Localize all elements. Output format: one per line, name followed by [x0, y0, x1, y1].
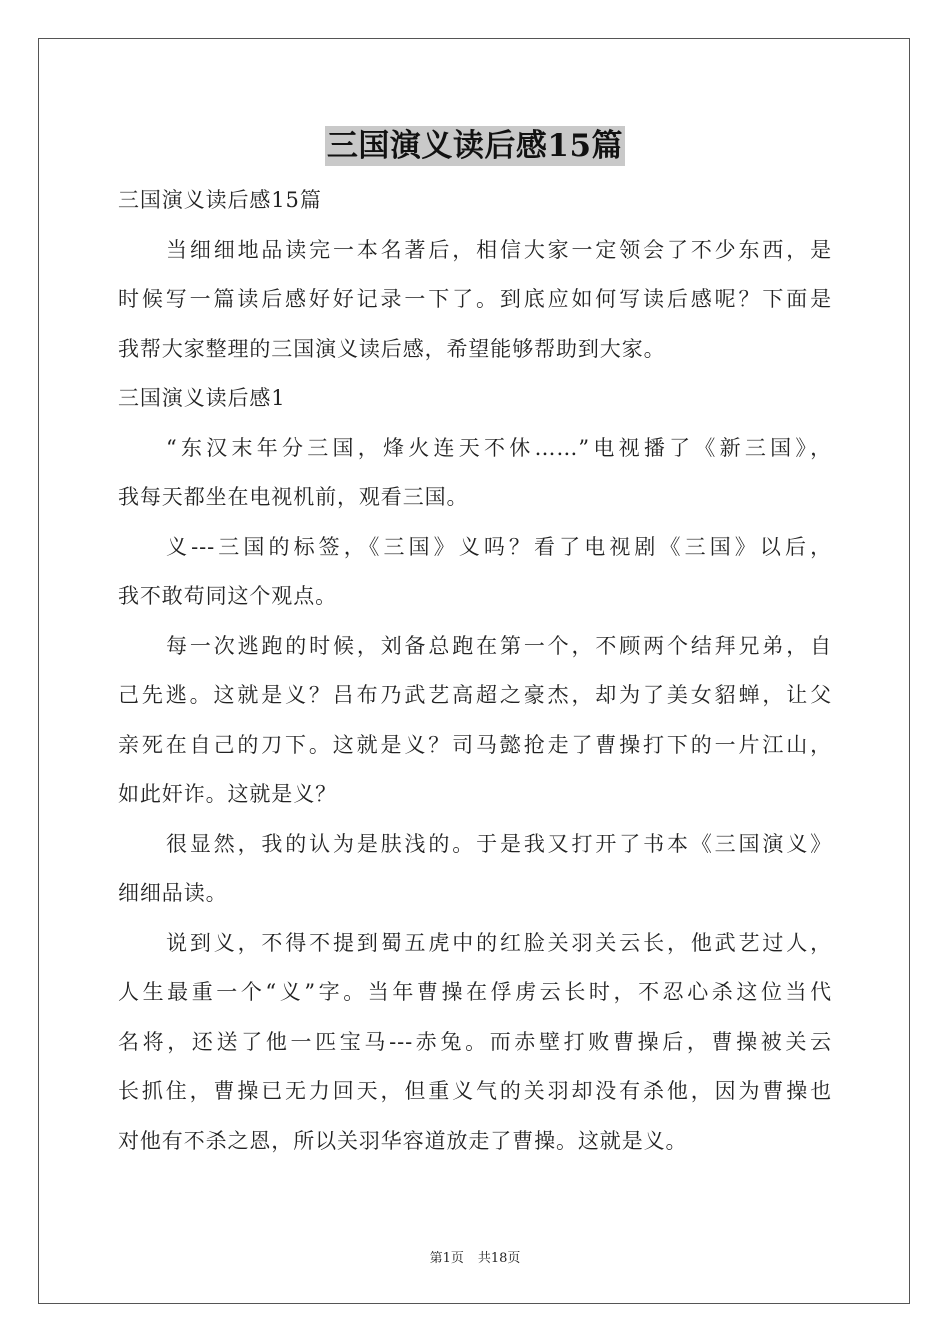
body-line: 当细细地品读完一本名著后，相信大家一定领会了不少东西，是	[166, 237, 832, 262]
section-heading: 三国演义读后感15篇	[118, 188, 322, 212]
body-line: 如此奸诈。这就是义？	[118, 782, 337, 806]
body-line: 时候写一篇读后感好好记录一下了。到底应如何写读后感呢？下面是	[118, 287, 832, 311]
body-line: 我每天都坐在电视机前，观看三国。	[118, 485, 469, 509]
body-line: 亲死在自己的刀下。这就是义？司马懿抢走了曹操打下的一片江山，	[118, 732, 832, 757]
body-line: 人生最重一个“义”字。当年曹操在俘虏云长时，不忍心杀这位当代	[118, 980, 832, 1004]
document-body	[118, 176, 832, 1166]
body-line: 名将，还送了他一匹宝马---赤兔。而赤壁打败曹操后，曹操被关云	[118, 1029, 832, 1054]
body-line: 对他有不杀之恩，所以关羽华容道放走了曹操。这就是义。	[118, 1128, 688, 1153]
body-line: 长抓住，曹操已无力回天，但重义气的关羽却没有杀他，因为曹操也	[118, 1079, 832, 1103]
section-heading: 三国演义读后感1	[118, 386, 286, 410]
page-footer	[0, 1247, 950, 1266]
body-line: 我不敢苟同这个观点。	[118, 584, 337, 608]
body-line: 细细品读。	[118, 881, 228, 905]
body-line: 每一次逃跑的时候，刘备总跑在第一个，不顾两个结拜兄弟，自	[166, 633, 832, 658]
page-total: 共18页	[477, 1251, 521, 1266]
body-line: “东汉末年分三国，烽火连天不休……”电视播了《新三国》，	[166, 435, 832, 460]
body-line: 己先逃。这就是义？吕布乃武艺高超之豪杰，却为了美女貂蝉，让父	[118, 683, 832, 707]
document-title: 三国演义读后感15篇	[326, 128, 624, 164]
page-number: 第1页	[429, 1251, 464, 1266]
body-line: 说到义，不得不提到蜀五虎中的红脸关羽关云长，他武艺过人，	[166, 930, 832, 955]
body-line: 很显然，我的认为是肤浅的。于是我又打开了书本《三国演义》	[166, 831, 832, 856]
body-line: 义---三国的标签，《三国》义吗？看了电视剧《三国》以后，	[166, 534, 832, 559]
title-container	[0, 126, 950, 166]
body-line: 我帮大家整理的三国演义读后感，希望能够帮助到大家。	[118, 336, 666, 361]
